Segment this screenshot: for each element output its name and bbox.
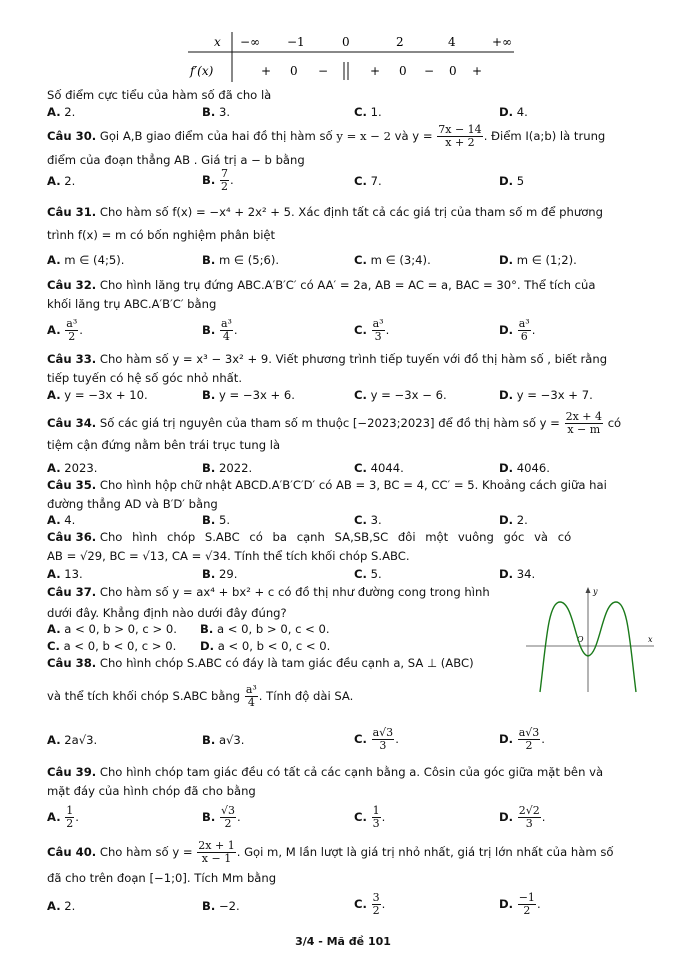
question-36: Câu 36. Cho hình chóp S.ABC có ba cạnh SA,SB,SC đôi một vuông góc và có AB = √29, BC = √13, CA = √34. Tính thể tích khối chóp S.ABC.	[47, 530, 572, 563]
option-c[interactable]: C. 3.	[354, 513, 382, 527]
option-a[interactable]: A. y = −3x + 10.	[47, 388, 148, 402]
option-d[interactable]: D. $\frac{a√3}{2}$ .	[499, 726, 545, 752]
question-38-line2: và thể tích khối chóp S.ABC bằng $\frac{\text{a³}}{4}$ . Tính độ dài SA.	[47, 683, 354, 709]
option-a[interactable]: A. 2023.	[47, 461, 98, 475]
question-number: Câu 37.	[47, 585, 97, 599]
option-b[interactable]: B. m ∈ (5;6).	[202, 253, 280, 267]
q32-options	[47, 318, 653, 344]
option-c[interactable]: C. a < 0, b < 0, c > 0.	[47, 639, 177, 653]
sign: −	[424, 64, 435, 78]
option-d[interactable]: D. $\frac{\text{a³}}{6}$ .	[499, 317, 536, 343]
question-33: Câu 33. Cho hàm số y = x³ − 3x² + 9. Viết phương trình tiếp tuyến với đồ thị hàm số , biết rằng tiếp tuyến có hệ số góc nhỏ nhất.	[47, 352, 608, 385]
sign: 0	[399, 64, 407, 78]
q39-options	[47, 805, 653, 833]
question-number: Câu 33.	[47, 352, 97, 366]
option-a[interactable]: A. $\frac{1}{2}$ .	[47, 804, 79, 830]
q29-options	[47, 103, 653, 121]
fraction: $\frac{2x + 1}{x - 1}$	[198, 839, 235, 865]
q33-options	[47, 386, 653, 404]
option-b[interactable]: B. $\frac{√3}{2}$ .	[202, 804, 241, 830]
option-b[interactable]: B. 29.	[202, 567, 238, 581]
q30-options	[47, 167, 653, 198]
x-value: 2	[396, 35, 404, 49]
option-b[interactable]: B. y = −3x + 6.	[202, 388, 295, 402]
option-b[interactable]: B. 2022.	[202, 461, 253, 475]
question-31: Câu 31. Cho hàm số f(x) = −x⁴ + 2x² + 5. Xác định tất cả các giá trị của tham số m để phương trình f(x) = m có bốn nghiệm phân biệt	[47, 205, 603, 242]
q31-options	[47, 251, 653, 269]
option-a[interactable]: A. $\frac{\text{a³}}{2}$ .	[47, 317, 83, 343]
option-d[interactable]: D. $\frac{2√2}{3}$ .	[499, 804, 546, 830]
option-c[interactable]: C. m ∈ (3;4).	[354, 253, 431, 267]
x-value: 0	[342, 35, 350, 49]
q37-graph	[520, 584, 660, 696]
question-40: Câu 40. Cho hàm số y = $\frac{2x + 1}{x - 1}$ . Gọi m, M lần lượt là giá trị nhỏ nhất, giá trị lớn nhất của hàm số đã cho trên đoạn [−1;0]. Tích Mm bằng	[47, 839, 614, 885]
option-a[interactable]: A. 13.	[47, 567, 83, 581]
option-b[interactable]: B. a√3.	[202, 733, 245, 747]
option-d[interactable]: D. 4046.	[499, 461, 550, 475]
option-b[interactable]: B. a < 0, b > 0, c < 0.	[200, 622, 330, 636]
origin-label: O	[577, 635, 584, 644]
option-c[interactable]: C. 4044.	[354, 461, 404, 475]
option-d[interactable]: D. m ∈ (1;2).	[499, 253, 577, 267]
x-value: 4	[448, 35, 456, 49]
option-c[interactable]: C. 1.	[354, 105, 382, 119]
option-a[interactable]: A. 4.	[47, 513, 76, 527]
x-value: +∞	[492, 35, 513, 49]
fraction: $\frac{2x + 4}{x - m}$	[565, 410, 602, 436]
option-c[interactable]: C. $\frac{3}{2}$ .	[354, 891, 386, 917]
sign: +	[370, 64, 381, 78]
question-number: Câu 32.	[47, 278, 97, 292]
fp-label: f′(x)	[190, 64, 214, 78]
y-axis-arrow	[586, 587, 591, 593]
y-axis-label: y	[593, 587, 598, 596]
q38-options	[47, 726, 653, 757]
option-c[interactable]: C. y = −3x − 6.	[354, 388, 447, 402]
question-32: Câu 32. Cho hình lăng trụ đứng ABC.A′B′C′ có AA′ = 2a, AB = AC = a, BAC = 30°. Thể tích của khối lăng trụ ABC.A′B′C′ bằng	[47, 278, 596, 311]
q37-options-row1	[47, 620, 347, 638]
option-d[interactable]: D. y = −3x + 7.	[499, 388, 593, 402]
option-a[interactable]: A. 2.	[47, 105, 76, 119]
option-a[interactable]: A. 2.	[47, 899, 76, 913]
option-c[interactable]: C. 5.	[354, 567, 382, 581]
option-d[interactable]: D. a < 0, b < 0, c < 0.	[200, 639, 331, 653]
option-c[interactable]: C. $\frac{a√3}{3}$ .	[354, 726, 399, 752]
fraction: $\frac{\text{a³}}{4}$	[245, 683, 257, 709]
q40-options	[47, 891, 653, 923]
x-axis-label: x	[648, 635, 653, 644]
option-b[interactable]: B. 5.	[202, 513, 230, 527]
option-b[interactable]: B. 3.	[202, 105, 230, 119]
question-number: Câu 36.	[47, 530, 97, 544]
question-number: Câu 35.	[47, 478, 97, 492]
sign: +	[472, 64, 483, 78]
x-value: −∞	[240, 35, 261, 49]
q34-options	[47, 459, 653, 477]
sign: 0	[290, 64, 298, 78]
sign: +	[261, 64, 272, 78]
option-b[interactable]: B. $\frac{\text{a³}}{4}$ .	[202, 317, 238, 343]
option-c[interactable]: C. $\frac{\text{a³}}{3}$ .	[354, 317, 390, 343]
question-number: Câu 34.	[47, 416, 97, 430]
option-d[interactable]: D. $\frac{-1}{2}$ .	[499, 891, 541, 917]
x-label: x	[214, 35, 221, 49]
question-number: Câu 31.	[47, 205, 97, 219]
option-d[interactable]: D. 5	[499, 174, 525, 188]
page-footer: 3/4 - Mã đề 101	[295, 935, 391, 948]
option-b[interactable]: B. −2.	[202, 899, 240, 913]
question-number: Câu 38.	[47, 656, 97, 670]
question-38: Câu 38. Cho hình chóp S.ABC có đáy là tam giác đều cạnh a, SA ⊥ (ABC)	[47, 656, 474, 670]
option-c[interactable]: C. $\frac{1}{3}$ .	[354, 804, 386, 830]
option-d[interactable]: D. 34.	[499, 567, 536, 581]
question-number: Câu 40.	[47, 845, 97, 859]
sign-table	[180, 30, 520, 90]
q36-options	[47, 565, 653, 583]
option-d[interactable]: D. 4.	[499, 105, 528, 119]
q29-stem: Số điểm cực tiểu của hàm số đã cho là	[47, 88, 272, 102]
option-c[interactable]: C. 7.	[354, 174, 382, 188]
question-34: Câu 34. Số các giá trị nguyên của tham số m thuộc [−2023;2023] để đồ thị hàm số y = $\frac{2x + 4}{x - m}$ có tiệm cận đứng nằm bên trái trục tung là	[47, 410, 622, 452]
option-a[interactable]: A. a < 0, b > 0, c > 0.	[47, 622, 177, 636]
option-a[interactable]: A. 2a√3.	[47, 733, 98, 747]
question-number: Câu 30.	[47, 129, 97, 143]
option-d[interactable]: D. 2.	[499, 513, 528, 527]
question-number: Câu 39.	[47, 765, 97, 779]
option-b[interactable]: B. $\frac{7}{2}$ .	[202, 167, 234, 193]
option-a[interactable]: A. 2.	[47, 174, 76, 188]
fraction: $\frac{7x - 14}{x + 2}$	[438, 123, 482, 149]
q35-options	[47, 511, 653, 529]
option-a[interactable]: A. m ∈ (4;5).	[47, 253, 125, 267]
question-37: Câu 37. Cho hàm số y = ax⁴ + bx² + c có đồ thị như đường cong trong hình dưới đây. Khẳng định nào dưới đây đúng?	[47, 585, 490, 620]
question-39: Câu 39. Cho hình chóp tam giác đều có tất cả các cạnh bằng a. Côsin của góc giữa mặt bên và mặt đáy của hình chóp đã cho bằng	[47, 765, 604, 798]
sign: −	[318, 64, 329, 78]
x-value: −1	[287, 35, 305, 49]
sign: 0	[449, 64, 457, 78]
question-30: Câu 30. Gọi A,B giao điểm của hai đồ thị hàm số y = x − 2 và y = $\frac{7x - 14}{x + 2}$ . Điểm I(a;b) là trung điểm của đoạn thẳng AB . Giá trị a − b bằng	[47, 123, 606, 167]
q37-options-row2	[47, 637, 347, 655]
question-35: Câu 35. Cho hình hộp chữ nhật ABCD.A′B′C′D′ có AB = 3, BC = 4, CC′ = 5. Khoảng cách giữa hai đường thẳng AD và B′D′ bằng	[47, 478, 607, 511]
